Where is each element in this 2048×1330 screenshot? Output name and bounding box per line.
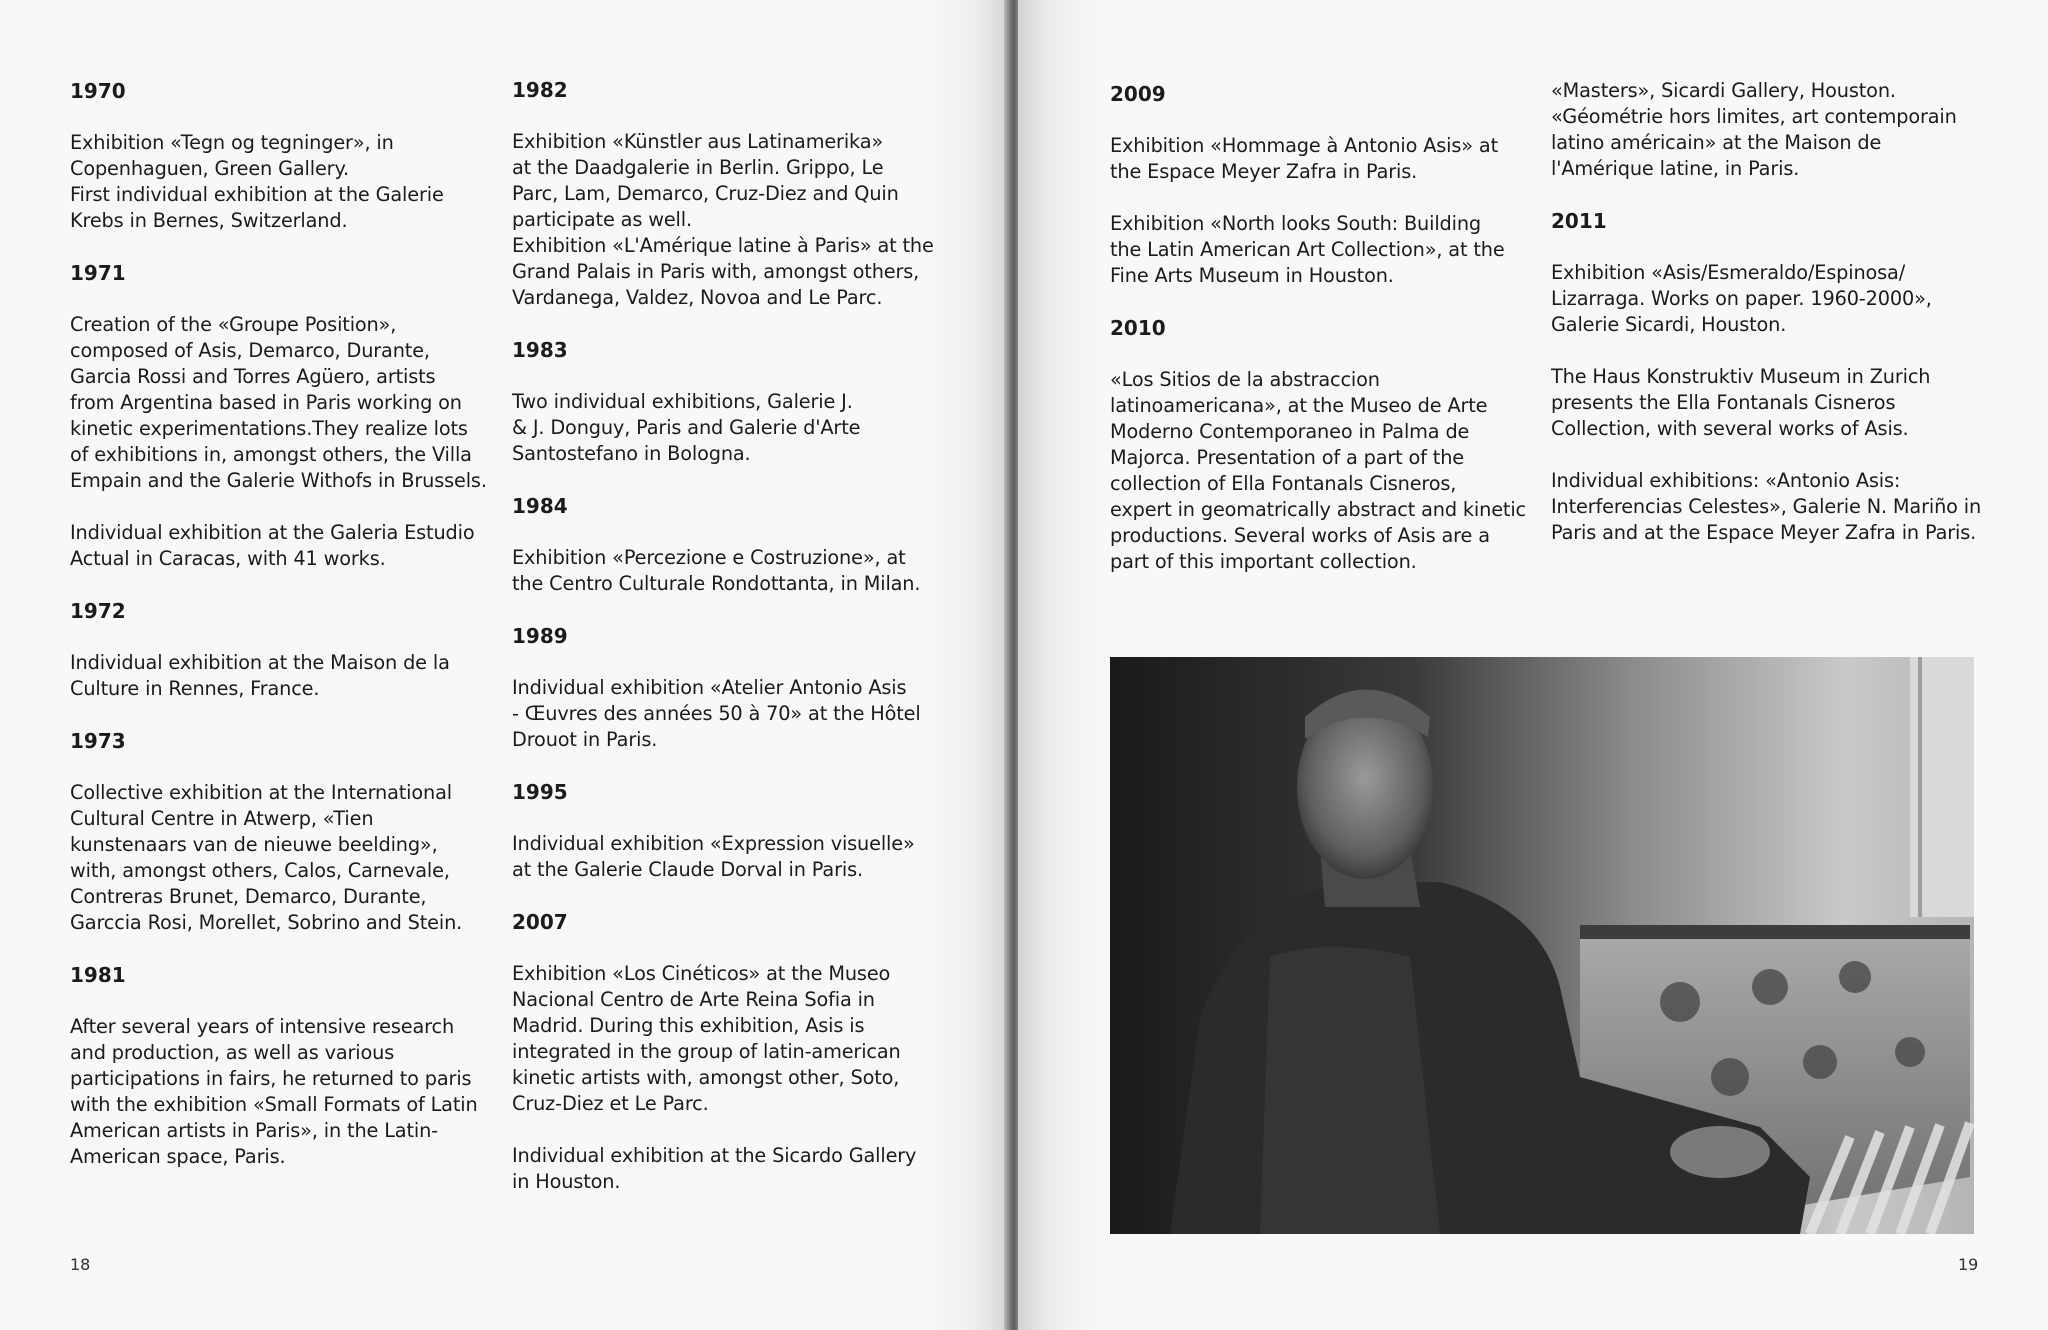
entry-paragraph: After several years of intensive research and production, as well as various participations in fairs, he returned to paris with the exhibition «Small Formats of Latin American artists in Paris», in the Latin- American space, Paris.: [70, 1015, 478, 1168]
entry-paragraph: Exhibition «North looks South: Building the Latin American Art Collection», at the Fine Arts Museum in Houston.: [1110, 212, 1505, 287]
year-heading: 2011: [1551, 209, 1607, 233]
entry-paragraph: Individual exhibition at the Maison de la Culture in Rennes, France.: [70, 651, 450, 700]
year-heading: 2010: [1110, 316, 1166, 340]
page-number-left: 18: [70, 1255, 91, 1274]
entry-paragraph: Individual exhibitions: «Antonio Asis: Interferencias Celestes», Galerie N. Mariño in Paris and at the Espace Meyer Zafra in Paris.: [1551, 469, 1982, 544]
right-page: [1018, 0, 2048, 1330]
year-heading: 1970: [70, 79, 126, 103]
timeline-entry-1982: [512, 77, 952, 311]
year-heading: 1981: [70, 963, 126, 987]
entry-paragraph: Individual exhibition at the Galeria Estudio Actual in Caracas, with 41 works.: [70, 521, 475, 570]
right-page-column-1: [1110, 81, 1550, 601]
entry-paragraph: Individual exhibition at the Sicardo Gallery in Houston.: [512, 1144, 917, 1193]
artist-portrait-photo: [1110, 657, 1974, 1234]
timeline-entry-1970: [70, 78, 510, 234]
timeline-entry-1989: [512, 623, 952, 753]
entry-paragraph: Exhibition «Künstler aus Latinamerika» at the Daadgalerie in Berlin. Grippo, Le Parc, Lam, Demarco, Cruz-Diez and Quin participate as well. Exhibition «L'Amérique latine à Paris» at the Grand Palais in Paris with, amongst others, Vardanega, Valdez, Novoa and Le Parc.: [512, 130, 934, 309]
year-heading: 1983: [512, 338, 568, 362]
left-page-column-1: [70, 78, 510, 1196]
timeline-entry-1983: [512, 337, 952, 467]
year-heading: 2009: [1110, 82, 1166, 106]
timeline-entry-1984: [512, 493, 952, 597]
entry-paragraph: Creation of the «Groupe Position», composed of Asis, Demarco, Durante, Garcia Rossi and Torres Agüero, artists from Argentina based in Paris working on kinetic experimentations.They realize lots of exhibitions in, amongst others, the Villa Empain and the Galerie Withofs in Brussels.: [70, 313, 487, 492]
entry-paragraph: Individual exhibition «Atelier Antonio Asis - Œuvres des années 50 à 70» at the Hôtel Drouot in Paris.: [512, 676, 921, 751]
entry-paragraph: Two individual exhibitions, Galerie J. & J. Donguy, Paris and Galerie d'Arte Santostefano in Bologna.: [512, 390, 861, 465]
year-heading: 1995: [512, 780, 568, 804]
year-heading: 1984: [512, 494, 568, 518]
timeline-entry-1995: [512, 779, 952, 883]
left-page: [0, 0, 1010, 1330]
timeline-entry-1971: [70, 260, 510, 572]
timeline-entry-2009: [1110, 81, 1550, 289]
timeline-entry-2011: [1551, 208, 1991, 546]
year-heading: 1971: [70, 261, 126, 285]
entry-paragraph: Collective exhibition at the International Cultural Centre in Atwerp, «Tien kunstenaars van de nieuwe beelding», with, amongst others, Calos, Carnevale, Contreras Brunet, Demarco, Durante, Garccia Rosi, Morellet, Sobrino and Stein.: [70, 781, 463, 934]
masters-exhibition-text: «Masters», Sicardi Gallery, Houston. «Géométrie hors limites, art contemporain latino américain» at the Maison de l'Amérique latine, in Paris.: [1551, 79, 1957, 180]
entry-paragraph: «Los Sitios de la abstraccion latinoamericana», at the Museo de Arte Moderno Contemporaneo in Palma de Majorca. Presentation of a part of the collection of Ella Fontanals Cisneros, expert in geomatrically abstract and kinetic productions. Several works of Asis are a part of this important collection.: [1110, 368, 1526, 573]
year-heading: 1973: [70, 729, 126, 753]
right-page-column-2-entries: [1551, 208, 1991, 546]
portrait-photo-graphic: [1110, 657, 1974, 1234]
right-page-column-2: [1551, 78, 1991, 572]
timeline-entry-2007: [512, 909, 952, 1195]
timeline-entry-1973: [70, 728, 510, 936]
entry-paragraph: The Haus Konstruktiv Museum in Zurich presents the Ella Fontanals Cisneros Collection, with several works of Asis.: [1551, 365, 1931, 440]
timeline-entry-1972: [70, 598, 510, 702]
page-number-right: 19: [1958, 1255, 1979, 1274]
year-heading: 2007: [512, 910, 568, 934]
entry-paragraph: Exhibition «Tegn og tegninger», in Copenhaguen, Green Gallery. First individual exhibition at the Galerie Krebs in Bernes, Switzerland.: [70, 131, 444, 232]
entry-paragraph: Exhibition «Hommage à Antonio Asis» at the Espace Meyer Zafra in Paris.: [1110, 134, 1498, 183]
timeline-entry-2010: [1110, 315, 1550, 575]
entry-paragraph: Exhibition «Percezione e Costruzione», at the Centro Culturale Rondottanta, in Milan.: [512, 546, 921, 595]
left-page-column-2: [512, 77, 952, 1221]
year-heading: 1982: [512, 78, 568, 102]
entry-paragraph: Individual exhibition «Expression visuelle» at the Galerie Claude Dorval in Paris.: [512, 832, 915, 881]
entry-paragraph: Exhibition «Los Cinéticos» at the Museo Nacional Centro de Arte Reina Sofia in Madrid. During this exhibition, Asis is integrated in the group of latin-american kinetic artists with, amongst other, Soto, Cruz-Diez et Le Parc.: [512, 962, 901, 1115]
timeline-entry-1981: [70, 962, 510, 1170]
entry-paragraph: Exhibition «Asis/Esmeraldo/Espinosa/ Lizarraga. Works on paper. 1960-2000», Galerie Sicardi, Houston.: [1551, 261, 1932, 336]
year-heading: 1989: [512, 624, 568, 648]
year-heading: 1972: [70, 599, 126, 623]
